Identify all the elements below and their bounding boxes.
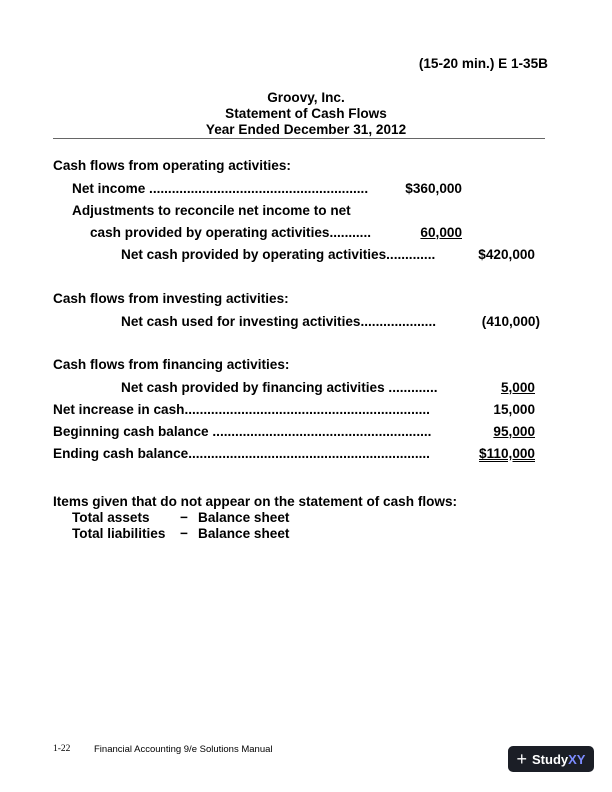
financing-heading: Cash flows from financing activities:: [53, 357, 290, 372]
net-cash-financing-value: 5,000: [500, 380, 535, 395]
net-increase-label: Net increase in cash.................................................................: [53, 402, 430, 417]
ending-cash-label: Ending cash balance................................................................: [53, 446, 430, 461]
net-cash-operating-label: Net cash provided by operating activities.............: [121, 247, 436, 262]
statement-period: Year Ended December 31, 2012: [205, 122, 407, 137]
studyxy-badge[interactable]: [508, 746, 594, 772]
item-dash: −: [180, 526, 188, 541]
net-cash-investing-value: (410,000): [481, 314, 540, 329]
statement-title: Statement of Cash Flows: [225, 106, 387, 121]
page-number: 1-22: [53, 744, 71, 754]
item-location: Balance sheet: [198, 510, 290, 525]
item-dash: −: [180, 510, 188, 525]
items-not-shown-heading: Items given that do not appear on the statement of cash flows:: [53, 494, 458, 509]
adjustments-value: 60,000: [420, 225, 462, 240]
ending-cash-value: $110,000: [479, 446, 535, 461]
brand-suffix: XY: [568, 751, 586, 767]
adjustments-label-line2: cash provided by operating activities...........: [90, 225, 372, 240]
header-divider: [53, 138, 545, 139]
brand-name: Study: [532, 751, 569, 767]
adjustments-label-line1: Adjustments to reconcile net income to net: [72, 203, 351, 218]
item-location: Balance sheet: [198, 526, 290, 541]
net-increase-value: 15,000: [493, 402, 535, 417]
net-cash-investing-label: Net cash used for investing activities....................: [121, 314, 437, 329]
beginning-cash-label: Beginning cash balance ..........................................................: [53, 424, 432, 439]
book-title: Financial Accounting 9/e Solutions Manual: [94, 744, 273, 755]
exercise-reference: (15-20 min.) E 1-35B: [418, 56, 548, 71]
net-cash-operating-value: $420,000: [478, 247, 535, 262]
company-name: Groovy, Inc.: [267, 90, 345, 105]
net-income-label: Net income ..........................................................: [72, 181, 369, 196]
item-label: Total assets: [72, 510, 150, 525]
net-income-value: $360,000: [405, 181, 462, 196]
beginning-cash-value: 95,000: [493, 424, 535, 439]
operating-heading: Cash flows from operating activities:: [53, 158, 291, 173]
net-cash-financing-label: Net cash provided by financing activities .............: [121, 380, 438, 395]
investing-heading: Cash flows from investing activities:: [53, 291, 289, 306]
item-label: Total liabilities: [72, 526, 166, 541]
plus-icon: +: [516, 749, 528, 769]
